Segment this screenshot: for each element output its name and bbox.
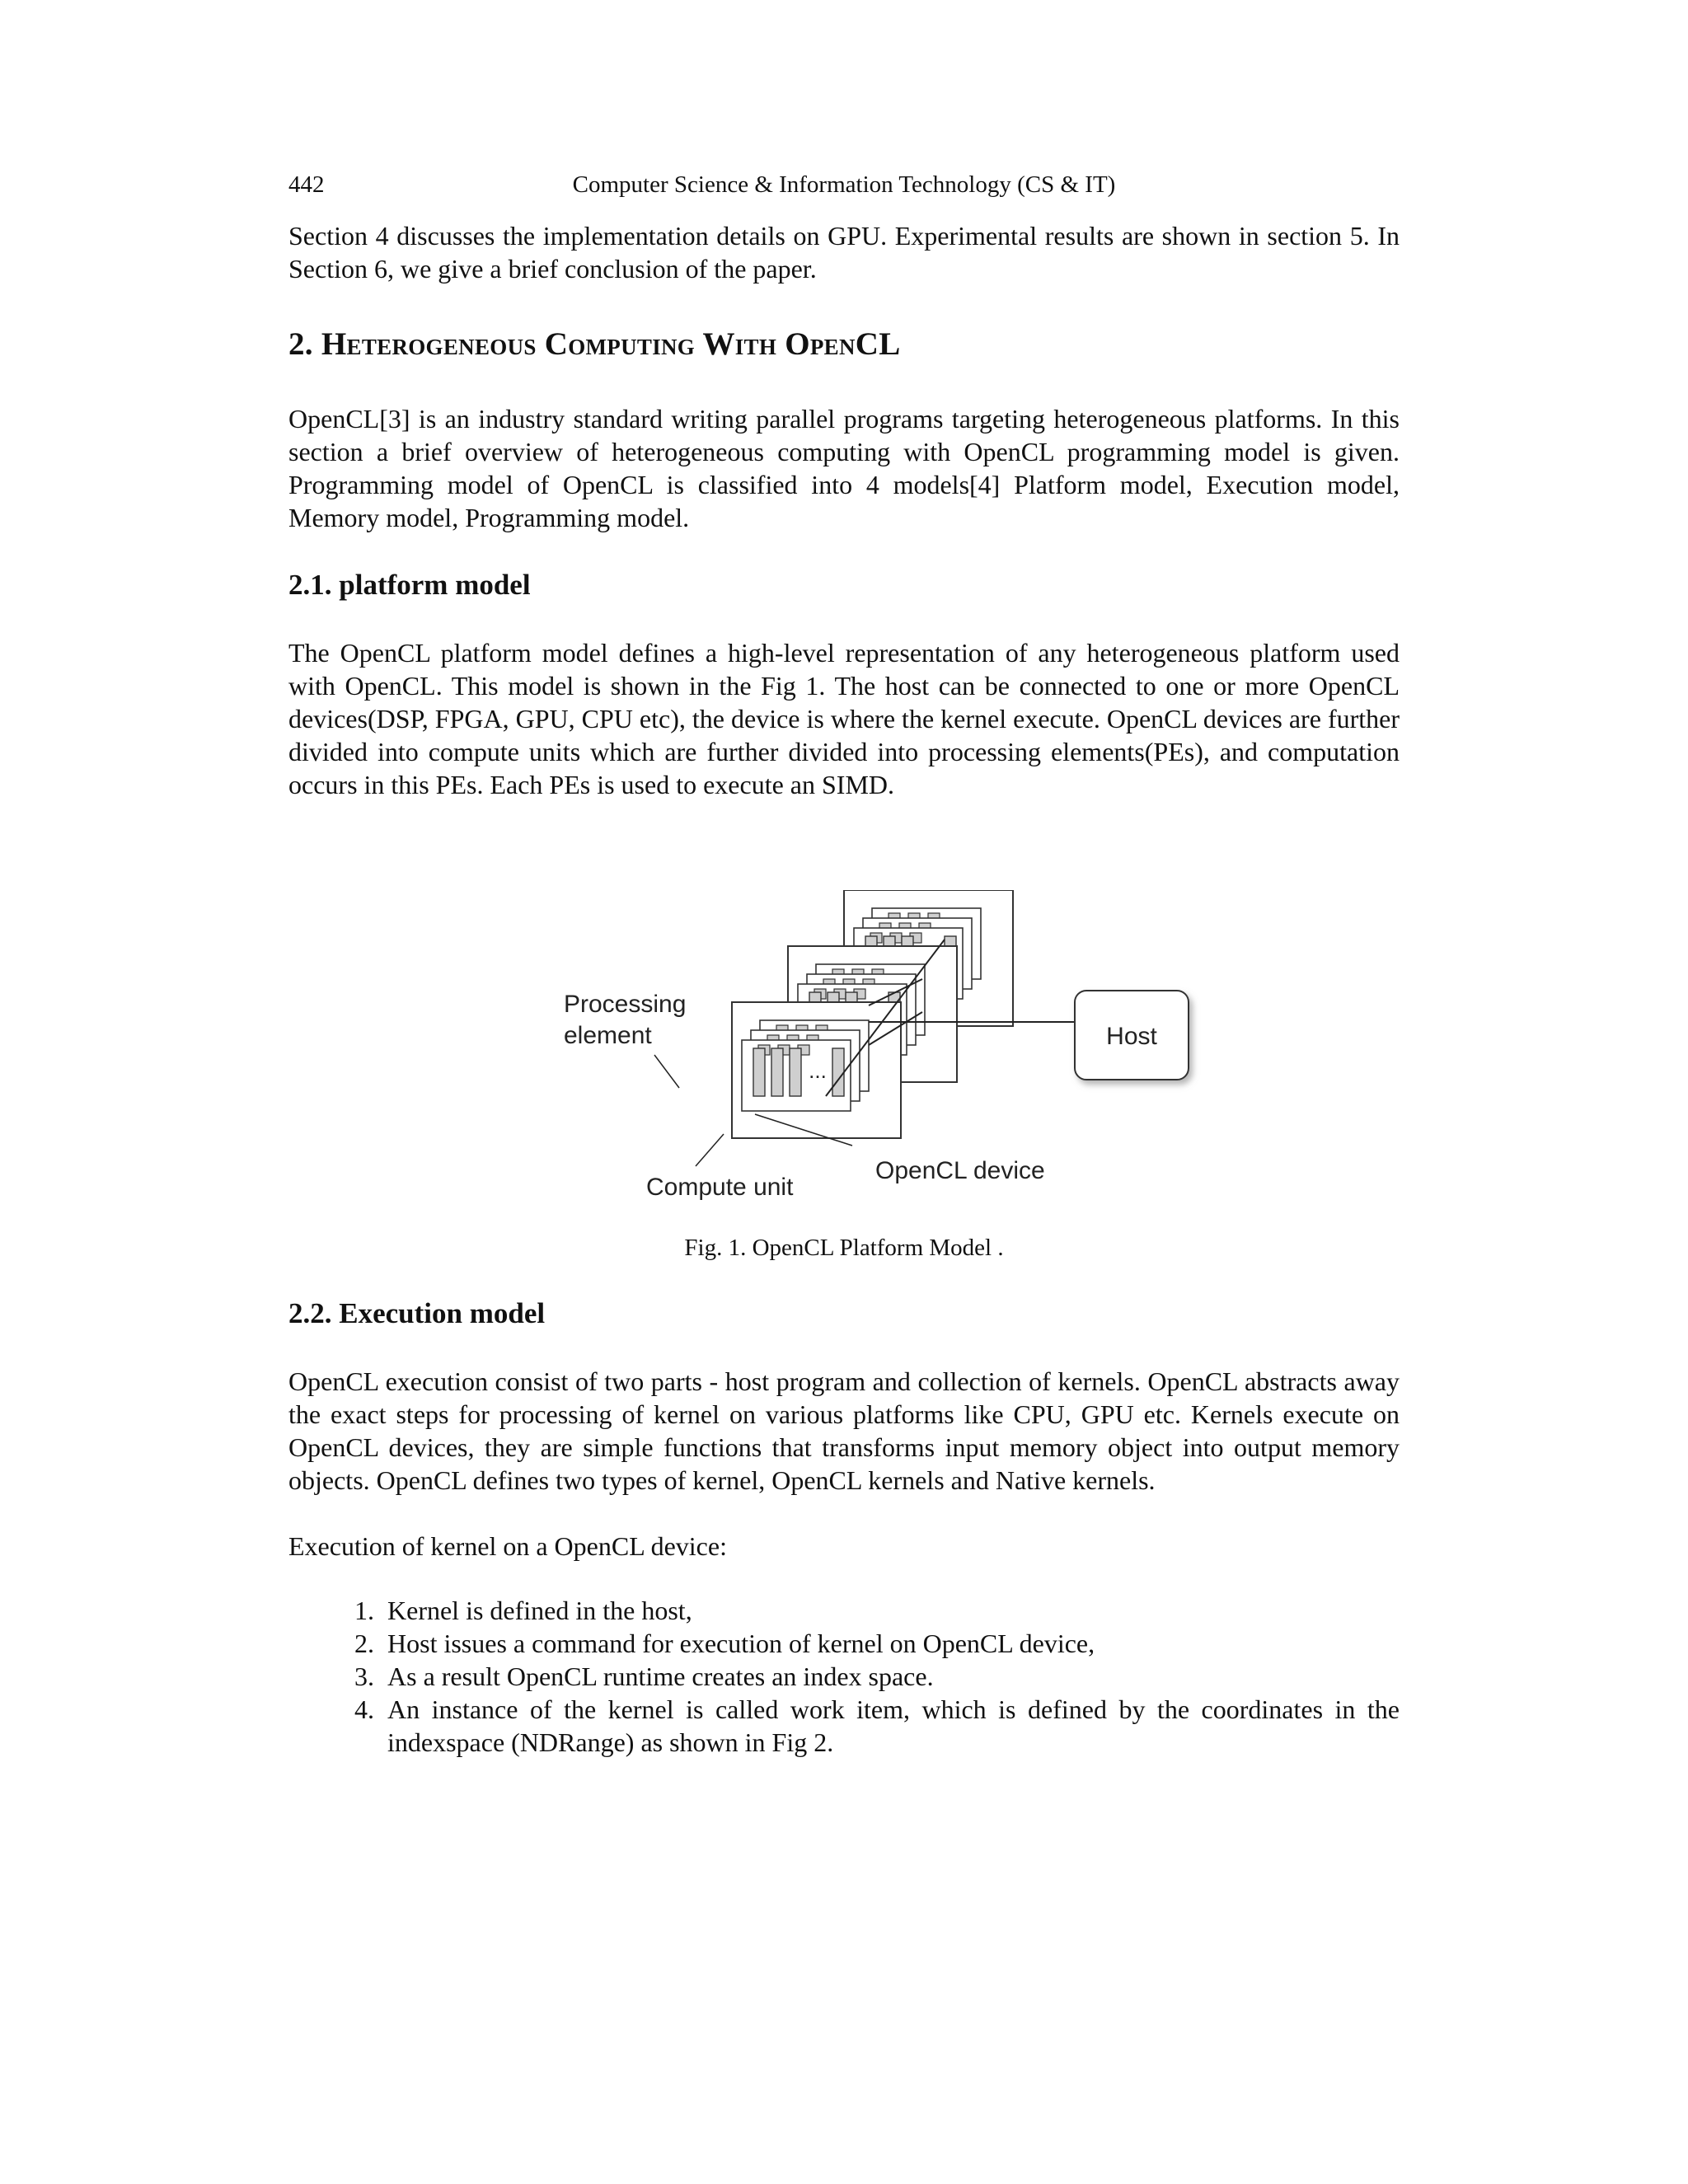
list-item: 4. An instance of the kernel is called work item, which is defined by the coordinates in the indexspace (NDRange) as shown in Fig 2. — [381, 1693, 1400, 1759]
opencl-device-label: OpenCL device — [875, 1157, 1045, 1184]
compute-unit-label: Compute unit — [646, 1174, 794, 1201]
journal-title: Computer Science & Information Technology (CS & IT) — [572, 171, 1116, 198]
processing-element-bar — [790, 1048, 801, 1096]
section-2-2-paragraph: OpenCL execution consist of two parts - host program and collection of kernels. OpenCL abstracts away the exact steps for processing of kernel on various platforms like CPU, GPU etc. Kernels execute on OpenCL devices, they are simple functions that transforms input memory object into output memory objects. OpenCL defines two types of kernel, OpenCL kernels and Native kernels. — [288, 1366, 1400, 1495]
processing-element-label: Processing — [564, 991, 687, 1018]
section-2-1-heading: 2.1. platform model — [288, 569, 531, 601]
intro-paragraph: Section 4 discusses the implementation details on GPU. Experimental results are shown in section 5. In Section 6, we give a brief conclusion of the paper. — [288, 221, 1400, 284]
running-header — [288, 165, 1400, 208]
section-2-heading: 2. Heterogeneous Computing With OpenCL — [288, 326, 901, 362]
opencl-device-stack — [732, 890, 1013, 1138]
section-2-paragraph: OpenCL[3] is an industry standard writing parallel programs targeting heterogeneous platforms. In this section a brief overview of heterogeneous computing with OpenCL programming model is given. Programming model of OpenCL is classified into 4 models[4] Platform model, Execution model, Memory model, Programming model. — [288, 404, 1400, 532]
page-number: 442 — [288, 171, 325, 198]
section-2-2-heading: 2.2. Execution model — [288, 1297, 546, 1329]
figure-1-caption: Fig. 1. OpenCL Platform Model . — [684, 1235, 1004, 1261]
figure-1 — [288, 890, 1400, 1220]
section-2-1-paragraph: The OpenCL platform model defines a high-level representation of any heterogeneous platform used with OpenCL. This model is shown in the Fig 1. The host can be connected to one or more OpenCL devices(DSP, FPGA, GPU, CPU etc), the device is where the kernel execute. OpenCL devices are further divided into compute units which are further divided into processing elements(PEs), and computation occurs in this PEs. Each PEs is used to execute an SIMD. — [288, 638, 1400, 799]
list-item: 2. Host issues a command for execution of kernel on OpenCL device, — [381, 1627, 1400, 1660]
list-item: 3. As a result OpenCL runtime creates an index space. — [381, 1660, 1400, 1693]
list-item: 1. Kernel is defined in the host, — [381, 1594, 1400, 1627]
execution-steps-list — [288, 1594, 1400, 1759]
execution-lead: Execution of kernel on a OpenCL device: — [288, 1531, 727, 1561]
processing-element-bar — [753, 1048, 765, 1096]
platform-model-diagram — [564, 890, 1240, 1220]
paper-page — [288, 165, 1400, 1759]
processing-element-bar — [771, 1048, 783, 1096]
processing-element-bar — [832, 1048, 844, 1096]
host-label: Host — [1106, 1023, 1157, 1050]
pe-ellipsis: ... — [809, 1058, 827, 1083]
processing-element-label-line2: element — [564, 1022, 652, 1049]
